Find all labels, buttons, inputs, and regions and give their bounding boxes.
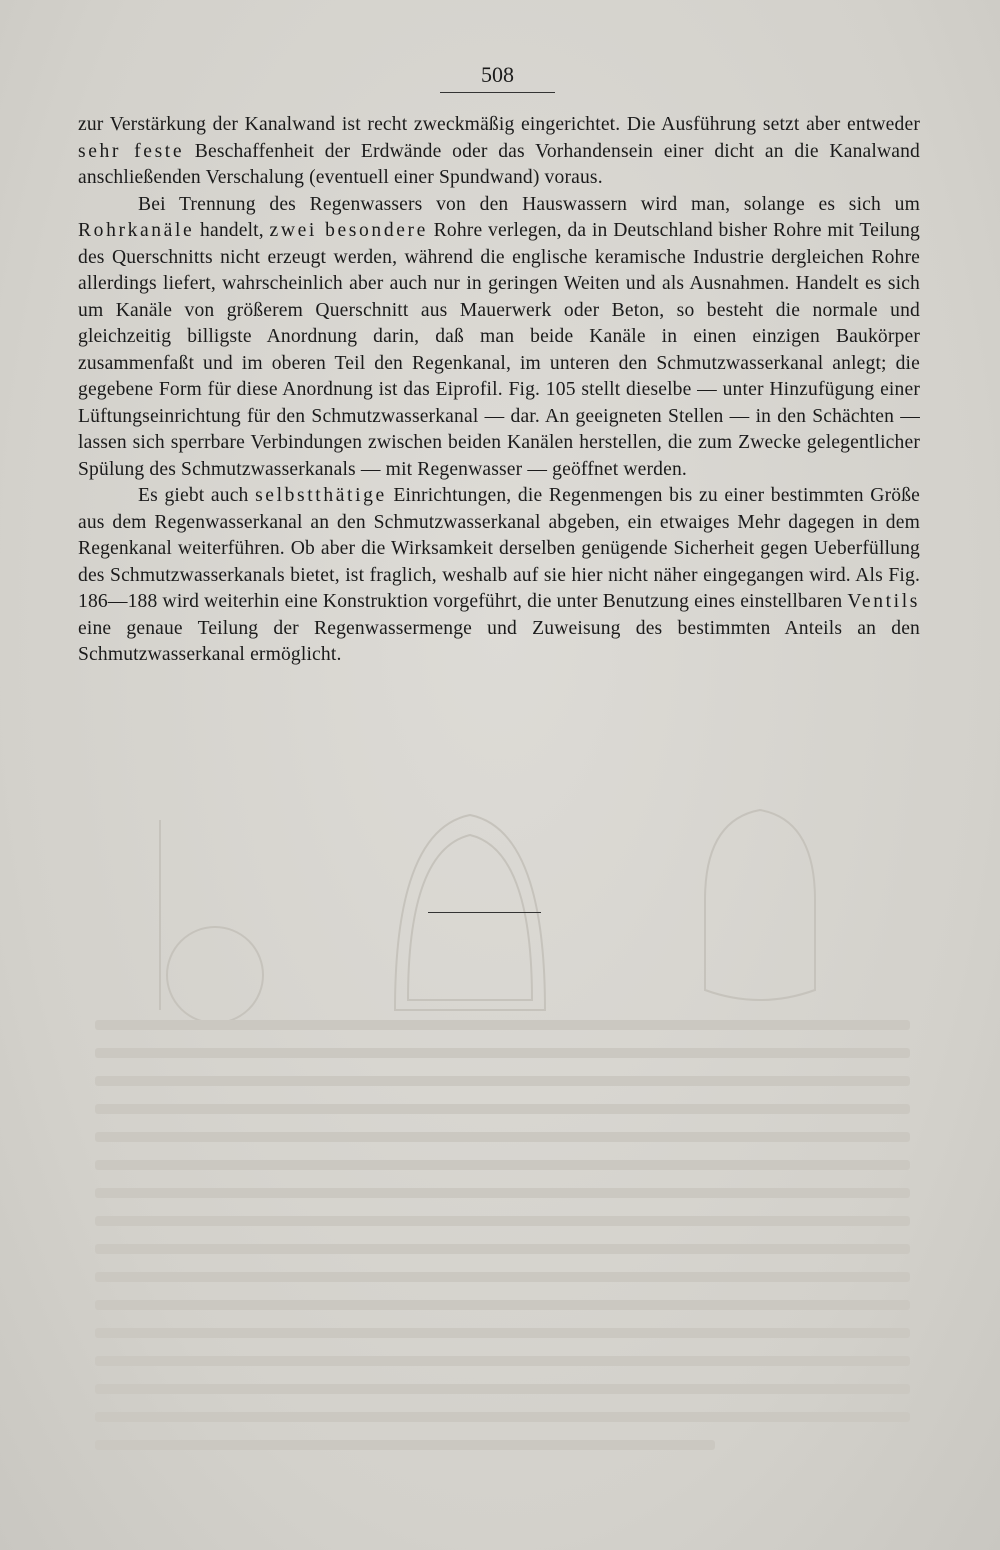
- header-rule: [440, 92, 555, 93]
- emphasized-text: Rohrkanäle: [78, 220, 195, 241]
- paragraph-text: Einrichtungen, die Regenmengen bis zu einer bestimmten Größe aus dem Regenwasserkanal an den Schmutzwasserkanal abgeben, ein etwaiges Mehr dagegen in dem Regenkanal weiterführen. Ob aber die Wirksamkeit derselben genügende Sicherheit gegen Ueberfüllung des Schmutzwasserkanals bietet, ist fraglich, weshalb auf sie hier nicht näher eingegangen wird. Als Fig. 186—188 wird weiterhin eine Konstruktion vorgeführt, die unter Benutzung eines einstellbaren: [78, 485, 920, 612]
- section-end-rule: [428, 912, 541, 913]
- emphasized-text: Ventils: [847, 591, 920, 612]
- emphasized-text: selbstthätige: [255, 485, 387, 506]
- emphasized-text: sehr feste: [78, 140, 185, 162]
- paragraph-text: eine genaue Teilung der Regenwassermenge und Zuweisung des bestimmten Anteils an den Schmutzwasserkanal ermöglicht.: [78, 617, 920, 665]
- paragraph: [78, 483, 920, 669]
- paragraph-text: Beschaffenheit der Erdwände oder das Vorhandensein einer dicht an die Kanalwand anschließenden Verschalung (eventuell einer Spundwand) voraus.: [78, 140, 920, 188]
- paragraph-text: handelt,: [194, 220, 270, 241]
- paragraph: [78, 112, 920, 192]
- emphasized-text: zwei besondere: [269, 220, 428, 241]
- paragraph-text: zur Verstärkung der Kanalwand ist recht zweckmäßig eingerichtet. Die Ausführung setzt aber entweder: [78, 114, 920, 135]
- paragraph: [78, 192, 920, 484]
- paragraph-text: Bei Trennung des Regenwassers von den Hauswassern wird man, solange es sich um: [138, 193, 920, 215]
- body-text: [78, 112, 920, 669]
- page-number: 508: [481, 62, 514, 87]
- paragraph-text: Rohre verlegen, da in Deutschland bisher Rohre mit Teilung des Querschnitts nicht erzeugt werden, während die englische keramische Industrie dergleichen Rohre allerdings liefert, wahrscheinlich aber auch nur in geringen Weiten und als Ausnahmen. Handelt es sich um Kanäle von größerem Querschnitt aus Mauerwerk oder Beton, so besteht die normale und gleichzeitig billigste Anordnung darin, daß man beide Kanäle in einen einzigen Baukörper zusammenfaßt und im oberen Teil den Regenkanal, im unteren den Schmutzwasserkanal anlegt; die gegebene Form für diese Anordnung ist das Eiprofil. Fig. 105 stellt dieselbe — unter Hinzufügung einer Lüftungseinrichtung für den Schmutzwasserkanal — dar. An geeigneten Stellen — in den Schächten — lassen sich sperrbare Verbindungen zwischen beiden Kanälen herstellen, die zum Zwecke gelegentlicher Spülung des Schmutzwasserkanals — mit Regenwasser — geöffnet werden.: [78, 220, 920, 480]
- paragraph-text: Es giebt auch: [138, 485, 256, 506]
